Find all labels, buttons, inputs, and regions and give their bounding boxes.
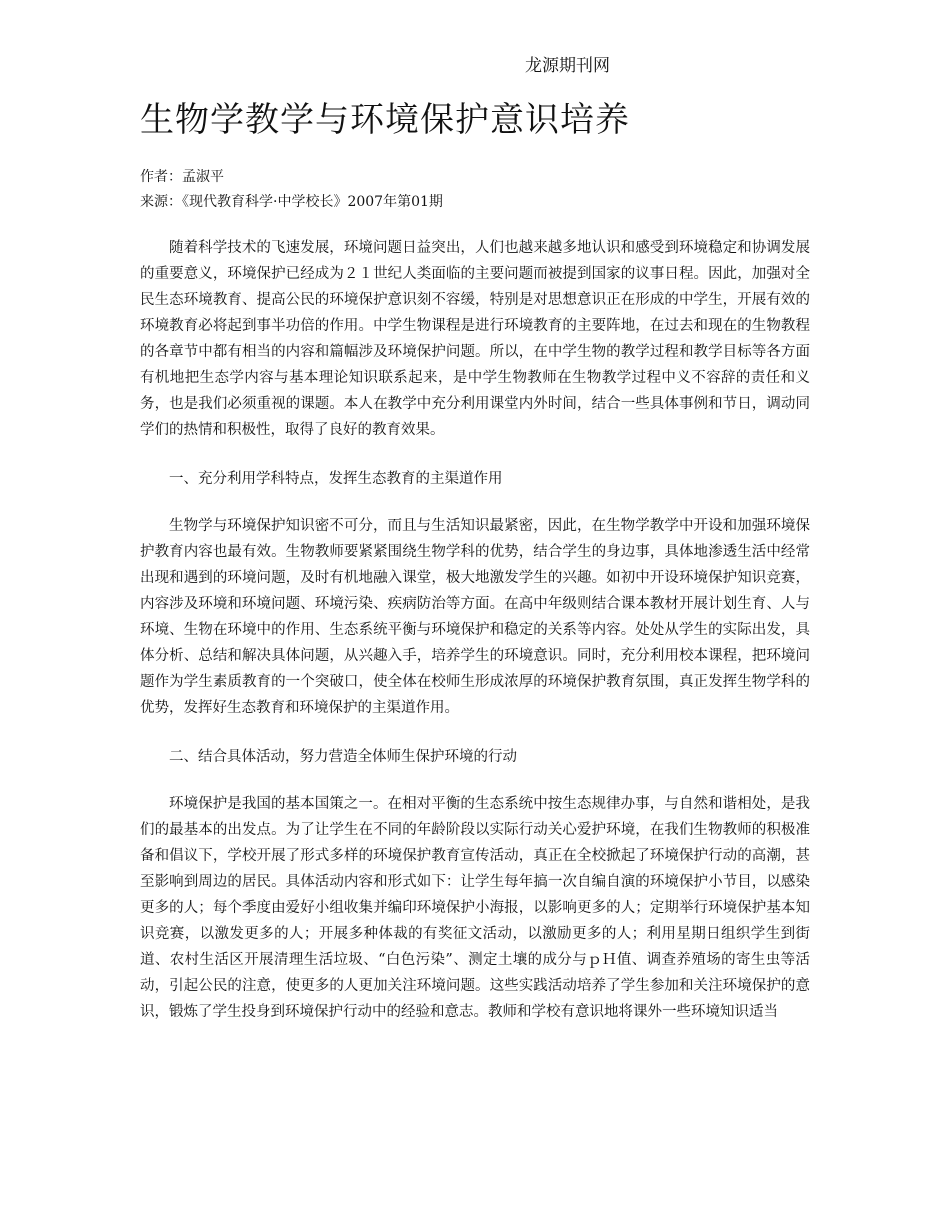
source-line: 来源：《现代教育科学·中学校长》2007年第01期 xyxy=(140,194,443,210)
article-body xyxy=(140,235,810,1048)
article-title: 生物学教学与环境保护意识培养 xyxy=(140,100,630,140)
section-heading-1: 一、充分利用学科特点，发挥生态教育的主渠道作用 xyxy=(169,471,503,487)
site-name: 龙源期刊网 xyxy=(525,56,610,76)
section-1-paragraph: 生物学与环境保护知识密不可分，而且与生活知识最紧密，因此，在生物学教学中开设和加强环境保护教育内容也最有效。生物教师要紧紧围绕生物学科的优势，结合学生的身边事，具体地渗透生活中经常出现和遇到的环境问题，及时有机地融入课堂，极大地激发学生的兴趣。如初中开设环境保护知识竞赛，内容涉及环境和环境问题、环境污染、疾病防治等方面。在高中年级则结合课本教材开展计划生育、人与环境、生物在环境中的作用、生态系统平衡与环境保护和稳定的关系等内容。处处从学生的实际出发，具体分析、总结和解决具体问题，从兴趣入手，培养学生的环境意识。同时，充分利用校本课程，把环境问题作为学生素质教育的一个突破口，使全体在校师生形成浓厚的环境保护教育氛围，真正发挥生物学科的优势，发挥好生态教育和环境保护的主渠道作用。 xyxy=(140,518,810,716)
author-line: 作者：孟淑平 xyxy=(140,169,224,185)
section-heading-2: 二、结合具体活动，努力营造全体师生保护环境的行动 xyxy=(169,749,517,765)
section-2-paragraph: 环境保护是我国的基本国策之一。在相对平衡的生态系统中按生态规律办事，与自然和谐相处，是我们的最基本的出发点。为了让学生在不同的年龄阶段以实际行动关心爱护环境，在我们生物教师的积极准备和倡议下，学校开展了形式多样的环境保护教育宣传活动，真正在全校掀起了环境保护行动的高潮，甚至影响到周边的居民。具体活动内容和形式如下：让学生每年搞一次自编自演的环境保护小节目，以感染更多的人；每个季度由爱好小组收集并编印环境保护小海报，以影响更多的人；定期举行环境保护基本知识竞赛，以激发更多的人；开展多种体裁的有奖征文活动，以激励更多的人；利用星期日组织学生到街道、农村生活区开展清理生活垃圾、“白色污染”、测定土壤的成分与ｐＨ值、调查养殖场的寄生虫等活动，引起公民的注意，使更多的人更加关注环境问题。这些实践活动培养了学生参加和关注环境保护的意识，锻炼了学生投身到环境保护行动中的经验和意志。教师和学校有意识地将课外一些环境知识适当 xyxy=(140,796,810,1020)
intro-paragraph: 随着科学技术的飞速发展，环境问题日益突出，人们也越来越多地认识和感受到环境稳定和协调发展的重要意义，环境保护已经成为２１世纪人类面临的主要问题而被提到国家的议事日程。因此，加强对全民生态环境教育、提高公民的环境保护意识刻不容缓，特别是对思想意识正在形成的中学生，开展有效的环境教育必将起到事半功倍的作用。中学生物课程是进行环境教育的主要阵地，在过去和现在的生物教程的各章节中都有相当的内容和篇幅涉及环境保护问题。所以，在中学生物的教学过程和教学目标等各方面有机地把生态学内容与基本理论知识联系起来，是中学生物教师在生物教学过程中义不容辞的责任和义务，也是我们必须重视的课题。本人在教学中充分利用课堂内外时间，结合一些具体事例和节日，调动同学们的热情和积极性，取得了良好的教育效果。 xyxy=(140,240,810,438)
